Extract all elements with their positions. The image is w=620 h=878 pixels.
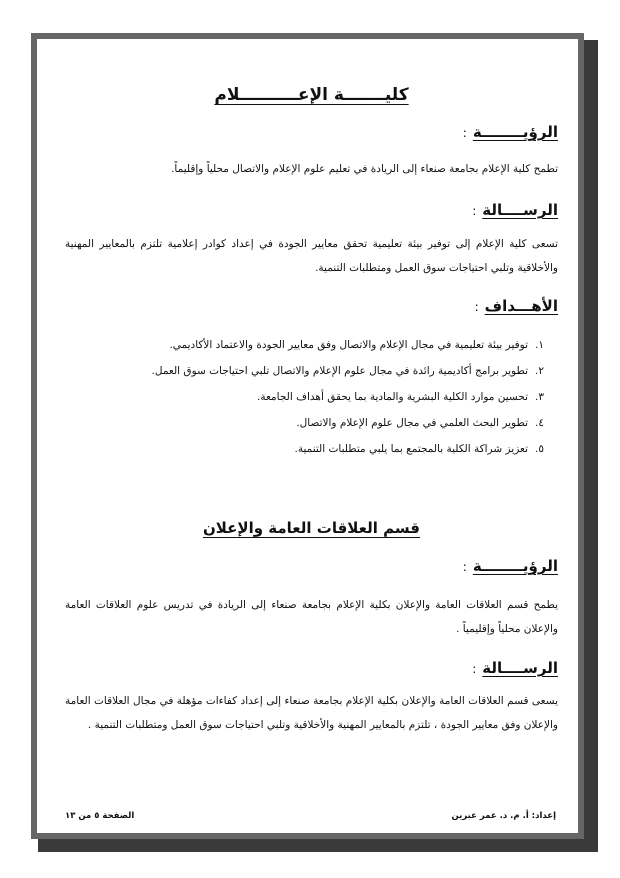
- goal-text: تحسين موارد الكلية البشرية والمادية بما يحقق أهداف الجامعة.: [257, 391, 528, 403]
- faculty-goals-heading-text: الأهـــداف: [484, 297, 558, 315]
- faculty-title: كليـــــــة الإعــــــــــلام: [214, 85, 409, 105]
- faculty-mission-heading: [472, 201, 558, 219]
- goal-text: تطوير البحث العلمي في مجال علوم الإعلام والاتصال.: [296, 417, 528, 429]
- footer-page-number: الصفحة ٥ من ١٣: [65, 811, 135, 821]
- heading-colon: :: [472, 204, 477, 218]
- goal-item: [169, 337, 544, 353]
- goal-number: ٢.: [535, 365, 544, 377]
- faculty-mission-text: تسعى كلية الإعلام إلى توفير بيئة تعليمية تحقق معايير الجودة في إعداد كوادر إعلامية تلتزم بالمعايير المهنية والأخلاقية وتلبي احتياجات سوق العمل ومتطلبات التنمية.: [65, 238, 558, 274]
- page-content: [65, 39, 558, 833]
- faculty-goals-heading: [475, 297, 558, 315]
- heading-colon: :: [462, 560, 467, 574]
- goal-item: [295, 441, 545, 457]
- goal-text: توفير بيئة تعليمية في مجال الإعلام والاتصال وفق معايير الجودة والاعتماد الأكاديمي.: [169, 339, 528, 351]
- goal-item: [296, 415, 544, 431]
- faculty-mission-heading-text: الرســــالة: [482, 201, 558, 219]
- footer-author: إعداد: أ. م. د. عمر عبرين: [451, 811, 556, 821]
- department-vision-heading: [463, 557, 558, 575]
- department-vision-text: يطمح قسم العلاقات العامة والإعلان بكلية الإعلام بجامعة صنعاء إلى الريادة في تدريس علوم العلاقات العامة والإعلان محلياً وإقليمياً .: [65, 599, 558, 635]
- department-mission-heading: [472, 659, 558, 677]
- faculty-vision-heading: [463, 123, 558, 141]
- heading-colon: :: [462, 126, 467, 140]
- goal-item: [257, 389, 544, 405]
- goal-item: [152, 363, 544, 379]
- goal-number: ٣.: [535, 391, 544, 403]
- goal-number: ١.: [535, 339, 544, 351]
- goal-number: ٥.: [535, 443, 544, 455]
- faculty-vision-heading-text: الرؤيــــــــة: [472, 123, 558, 141]
- heading-colon: :: [472, 662, 477, 676]
- department-title: قسم العلاقات العامة والإعلان: [202, 519, 420, 537]
- page-frame: [31, 33, 584, 839]
- goal-number: ٤.: [535, 417, 544, 429]
- faculty-vision-text: تطمح كلية الإعلام بجامعة صنعاء إلى الريادة في تعليم علوم الإعلام والاتصال محلياً وإقليماً.: [171, 163, 558, 175]
- goal-text: تطوير برامج أكاديمية رائدة في مجال علوم الإعلام والاتصال تلبي احتياجات سوق العمل.: [151, 365, 528, 377]
- department-vision-heading-text: الرؤيــــــــة: [472, 557, 558, 575]
- department-mission-heading-text: الرســــالة: [482, 659, 558, 677]
- department-mission-text: يسعى قسم العلاقات العامة والإعلان بكلية الإعلام بجامعة صنعاء إلى إعداد كفاءات مؤهلة في مجال العلاقات العامة والإعلان وفق معايير الجودة ، تلتزم بالمعايير المهنية والأخلاقية وتلبي احتياجات سوق العمل ومتطلبات التنمية .: [65, 695, 558, 731]
- heading-colon: :: [474, 300, 479, 314]
- goal-text: تعزيز شراكة الكلية بالمجتمع بما يلبي متطلبات التنمية.: [294, 443, 528, 455]
